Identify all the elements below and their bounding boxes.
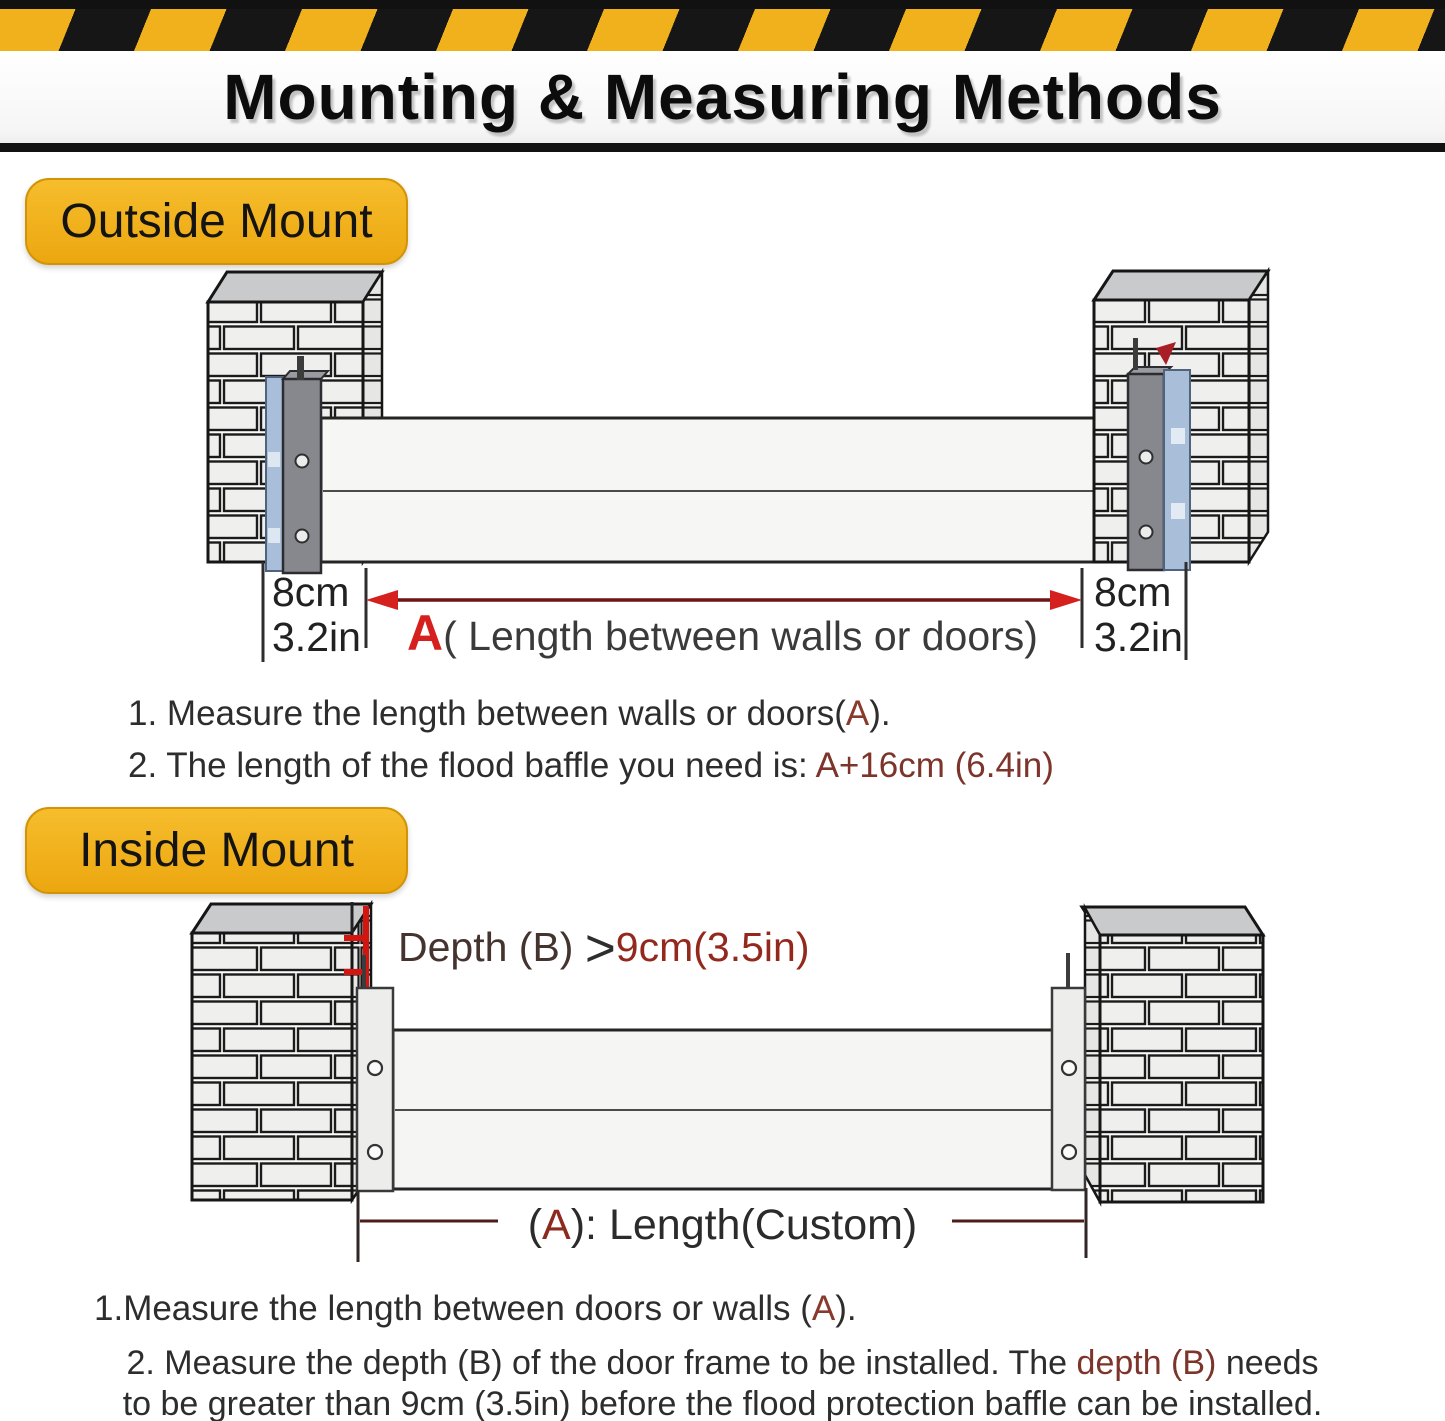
right-offset-inch: 3.2in bbox=[1094, 614, 1183, 660]
left-brick-pillar bbox=[192, 904, 371, 1200]
anchor-pin bbox=[362, 955, 366, 988]
right-brick-pillar bbox=[1082, 907, 1263, 1202]
length-label-text: ): Length(Custom) bbox=[570, 1201, 918, 1249]
right-offset-cm: 8cm bbox=[1094, 569, 1172, 615]
inside-step-1 bbox=[94, 1289, 857, 1329]
span-label-text: ( Length between walls or doors) bbox=[443, 613, 1038, 659]
depth-annotation bbox=[398, 918, 809, 979]
inside-step-2-needs: needs bbox=[1216, 1344, 1319, 1382]
outside-step-2-formula: A+16cm (6.4in) bbox=[815, 746, 1054, 785]
flood-barrier-panels bbox=[321, 418, 1132, 562]
left-seal-strip bbox=[266, 377, 283, 571]
inside-step-1-end: ). bbox=[835, 1289, 857, 1328]
depth-value: 9cm(3.5in) bbox=[615, 924, 810, 970]
span-dimension-label bbox=[0, 604, 1445, 662]
outside-step-1-end: ). bbox=[869, 694, 891, 733]
outside-step-2-text: 2. The length of the flood baffle you need is: bbox=[128, 746, 816, 785]
inside-step-1-text: 1.Measure the length between doors or walls ( bbox=[94, 1289, 812, 1328]
screw-hole bbox=[1140, 526, 1153, 539]
inside-step-2-depth-b: depth (B) bbox=[1076, 1344, 1217, 1382]
left-offset-inch: 3.2in bbox=[272, 614, 361, 660]
greater-than-sign: > bbox=[584, 919, 616, 978]
length-label-open: ( bbox=[527, 1201, 543, 1249]
inside-step-2-line1 bbox=[0, 1343, 1445, 1384]
flood-barrier-panels bbox=[393, 1030, 1062, 1189]
depth-label: Depth (B) bbox=[398, 924, 585, 970]
inside-step-2-text: 2. Measure the depth (B) of the door frame to be installed. The bbox=[126, 1344, 1077, 1382]
length-label-a: A bbox=[542, 1201, 571, 1249]
right-side-channel bbox=[1052, 953, 1085, 1190]
inside-step-2-line2: to be greater than 9cm (3.5in) before the flood protection baffle can be installed. bbox=[122, 1385, 1323, 1421]
screw-hole bbox=[296, 530, 309, 543]
anchor-pin bbox=[1133, 338, 1138, 370]
anchor-pin bbox=[1066, 953, 1070, 988]
outside-mount-badge-label: Outside Mount bbox=[60, 195, 373, 248]
outside-step-1-text: 1. Measure the length between walls or doors( bbox=[128, 694, 846, 733]
screw-hole bbox=[1140, 451, 1153, 464]
page-title: Mounting & Measuring Methods bbox=[223, 61, 1222, 133]
screw-hole bbox=[1062, 1061, 1076, 1075]
inside-mount-badge-label: Inside Mount bbox=[79, 824, 354, 877]
left-side-channel bbox=[357, 955, 393, 1191]
inside-step-1-a: A bbox=[811, 1289, 836, 1328]
dimension-a-letter: A bbox=[407, 605, 444, 661]
inside-step-2 bbox=[0, 1343, 1445, 1421]
outside-step-1 bbox=[128, 694, 891, 734]
left-offset-cm: 8cm bbox=[272, 569, 350, 615]
anchor-pin bbox=[297, 356, 304, 380]
screw-hole bbox=[1062, 1145, 1076, 1159]
screw-hole bbox=[368, 1145, 382, 1159]
outside-step-2 bbox=[128, 746, 1054, 786]
left-side-channel bbox=[283, 356, 328, 573]
length-dimension-label bbox=[0, 1201, 1445, 1250]
screw-hole bbox=[296, 455, 309, 468]
outside-step-1-a: A bbox=[845, 694, 870, 733]
screw-hole bbox=[368, 1061, 382, 1075]
